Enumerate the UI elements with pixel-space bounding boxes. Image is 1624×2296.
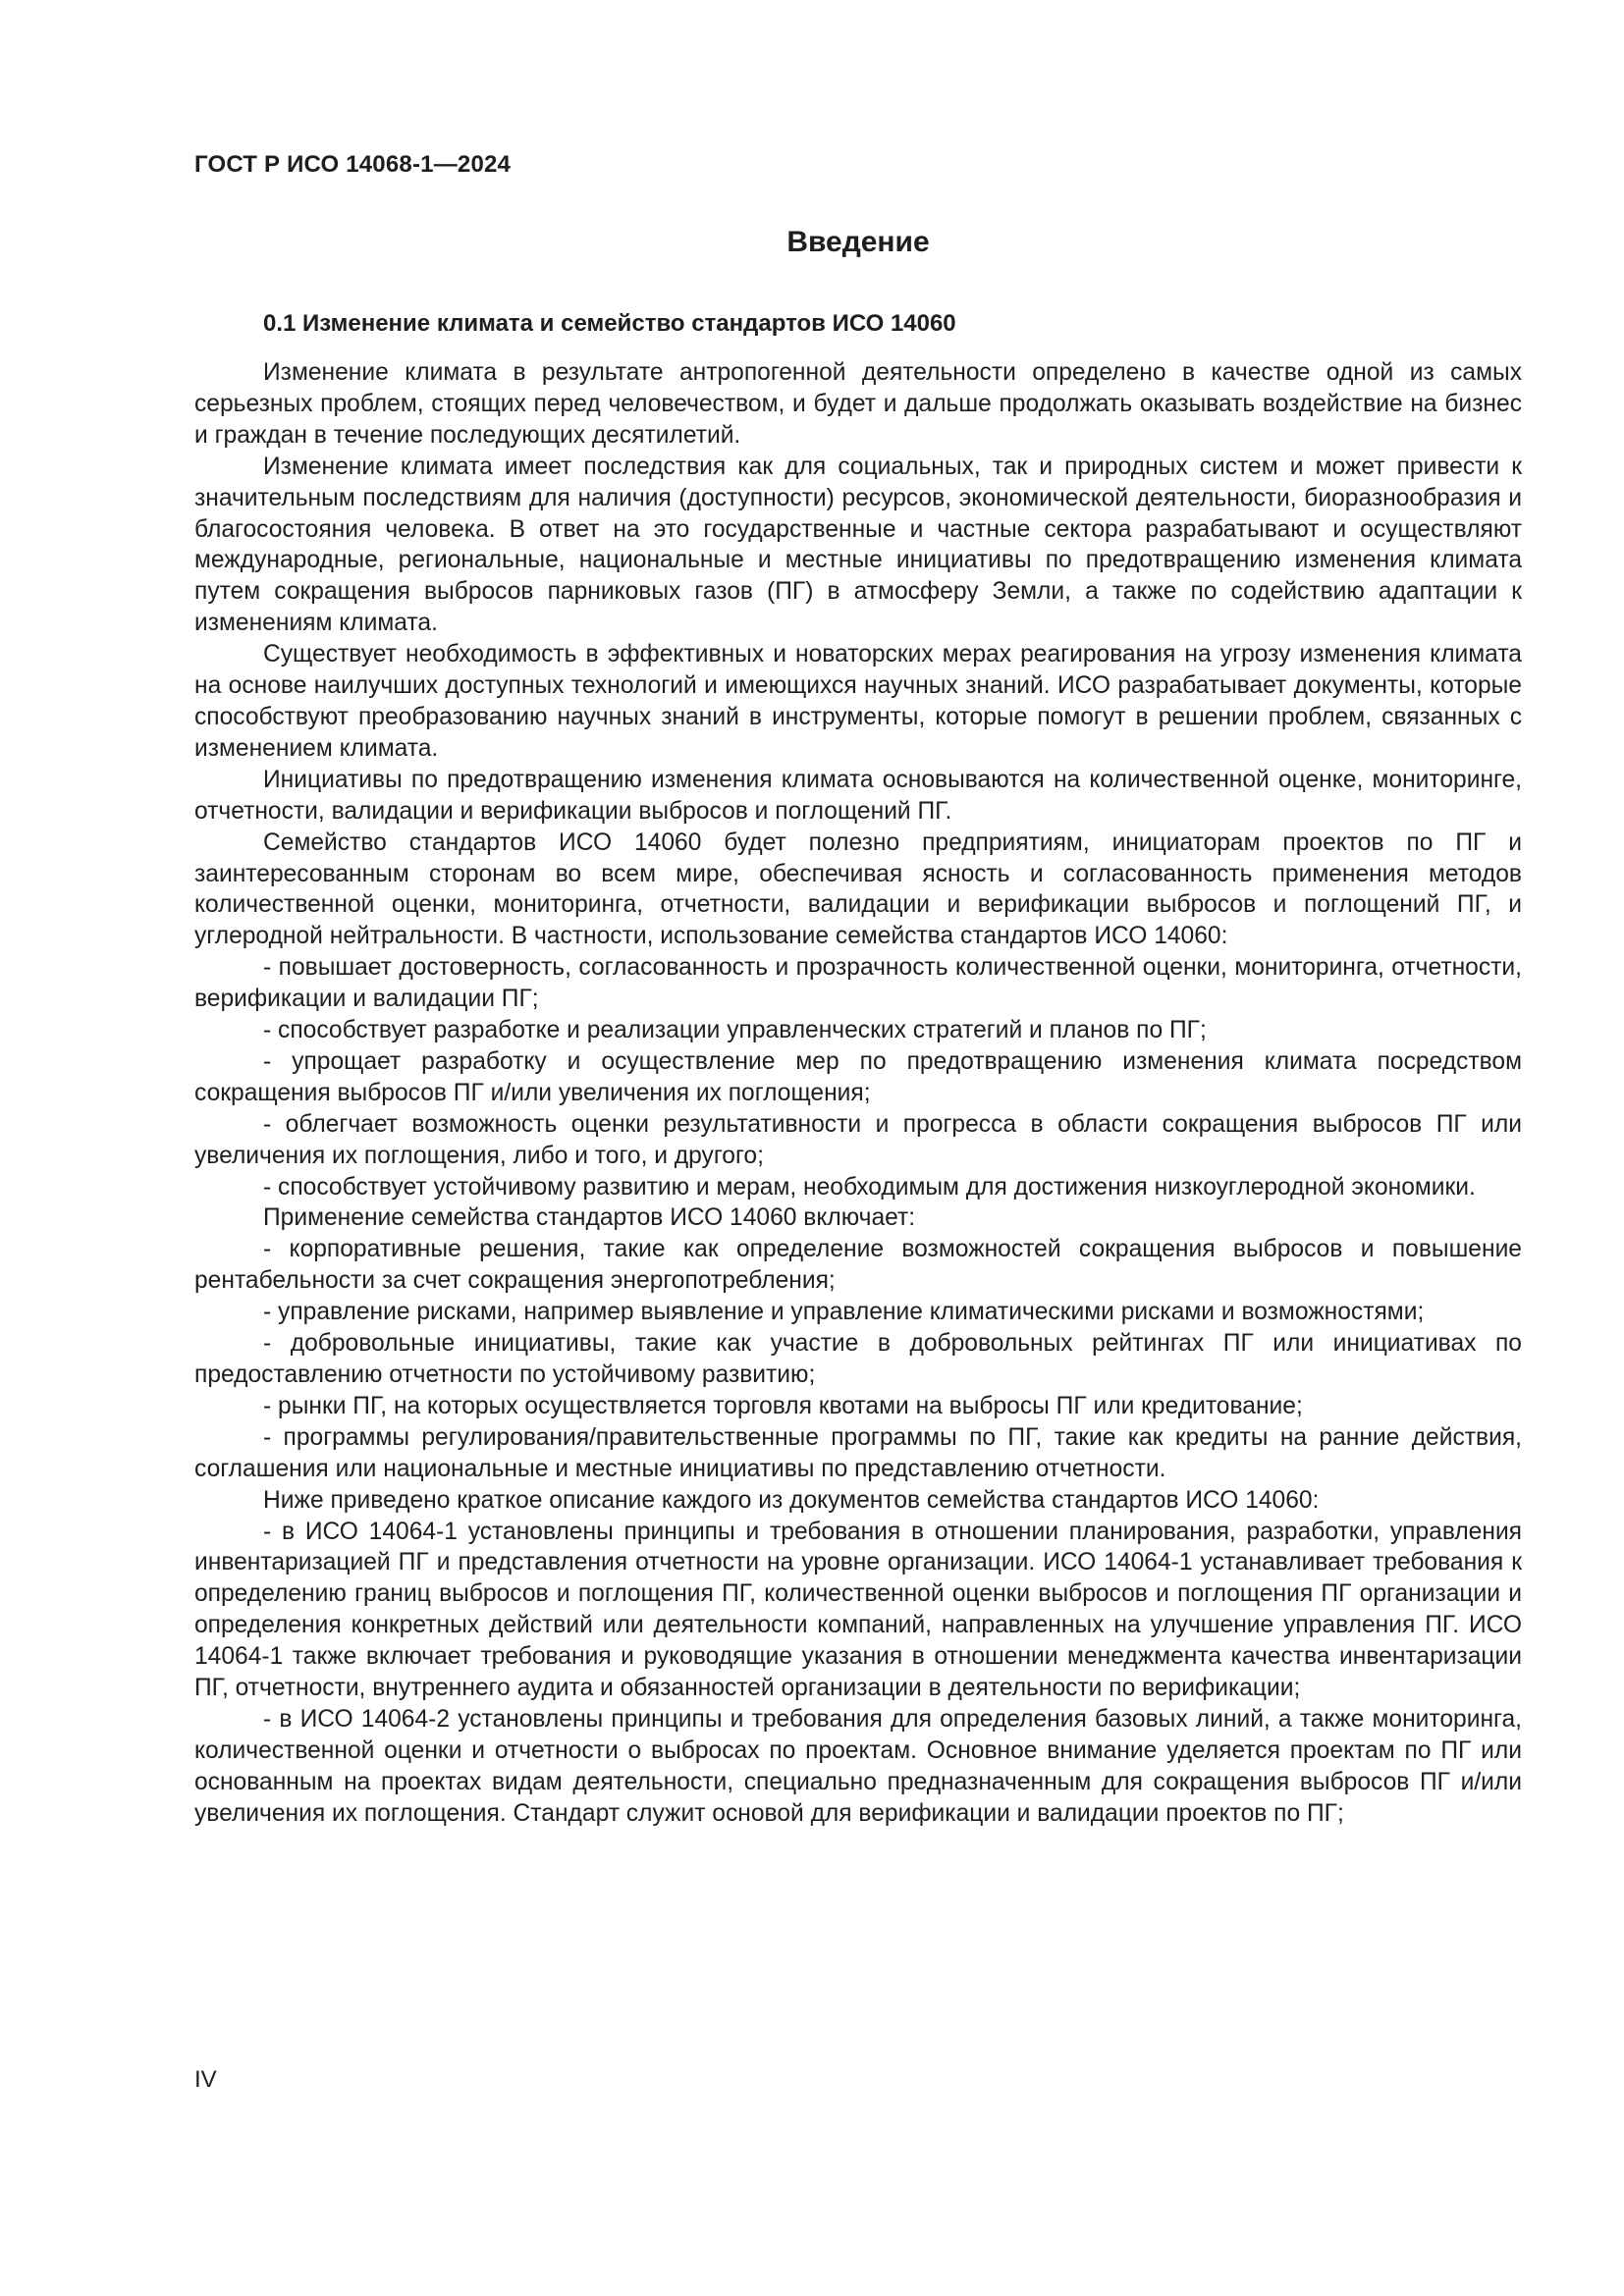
paragraph: Семейство стандартов ИСО 14060 будет полезно предприятиям, инициаторам проектов по ПГ и заинтересованным сторонам во всем мире, обеспечивая ясность и согласованность применения методов количественной оценки, мониторинга, отчетности, валидации и верификации выбросов и поглощений ПГ, и углеродной нейтральности. В частности, использование семейства стандартов ИСО 14060: xyxy=(194,828,1522,950)
list-item: - упрощает разработку и осуществление мер по предотвращению изменения климата посредством сокращения выбросов ПГ и/или увеличения их поглощения; xyxy=(194,1047,1522,1106)
paragraph: Применение семейства стандартов ИСО 14060 включает: xyxy=(263,1204,916,1232)
list-item: - способствует разработке и реализации управленческих стратегий и планов по ПГ; xyxy=(263,1017,1207,1044)
section-heading: 0.1 Изменение климата и семейство стандартов ИСО 14060 xyxy=(263,310,956,337)
page-number: IV xyxy=(194,2066,217,2093)
list-item: - рынки ПГ, на которых осуществляется торговля квотами на выбросы ПГ или кредитование; xyxy=(263,1392,1303,1419)
list-item: - программы регулирования/правительственные программы по ПГ, такие как кредиты на ранние действия, соглашения или национальные и местные инициативы по представлению отчетности. xyxy=(194,1423,1522,1482)
document-code: ГОСТ Р ИСО 14068-1—2024 xyxy=(194,151,512,178)
paragraph: Инициативы по предотвращению изменения климата основываются на количественной оценке, мониторинге, отчетности, валидации и верификации выбросов и поглощений ПГ. xyxy=(194,766,1522,825)
list-item: - управление рисками, например выявление и управление климатическими рисками и возможностями; xyxy=(263,1299,1425,1326)
list-item: - добровольные инициативы, такие как участие в добровольных рейтингах ПГ или инициативах по предоставлению отчетности по устойчивому развитию; xyxy=(194,1330,1522,1388)
introduction-title: Введение xyxy=(786,226,930,258)
list-item: - корпоративные решения, такие как определение возможностей сокращения выбросов и повышение рентабельности за счет сокращения энергопотребления; xyxy=(194,1236,1522,1295)
list-item: - способствует устойчивому развитию и мерам, необходимым для достижения низкоуглеродной экономики. xyxy=(263,1173,1476,1201)
body-text xyxy=(194,357,1522,1830)
list-item: - повышает достоверность, согласованность и прозрачность количественной оценки, мониторинга, отчетности, верификации и валидации ПГ; xyxy=(194,954,1522,1013)
list-item: - в ИСО 14064-1 установлены принципы и требования в отношении планирования, разработки, управления инвентаризацией ПГ и представления отчетности на уровне организации. ИСО 14064-1 устанавливает требования к определению границ выбросов и поглощения ПГ, количественной оценки выбросов и поглощения ПГ организации и определения конкретных действий или деятельности компаний, направленных на улучшение управления ПГ. ИСО 14064-1 также включает требования и руководящие указания в отношении менеджмента качества инвентаризации ПГ, отчетности, внутреннего аудита и обязанностей организации в деятельности по верификации; xyxy=(194,1518,1522,1702)
paragraph: Существует необходимость в эффективных и новаторских мерах реагирования на угрозу изменения климата на основе наилучших доступных технологий и имеющихся научных знаний. ИСО разрабатывает документы, которые способствуют преобразованию научных знаний в инструменты, которые помогут в решении проблем, связанных с изменением климата. xyxy=(194,641,1522,762)
list-item: - в ИСО 14064-2 установлены принципы и требования для определения базовых линий, а также мониторинга, количественной оценки и отчетности о выбросах по проектам. Основное внимание уделяется проектам по ПГ или основанным на проектах видам деятельности, специально предназначенным для сокращения выбросов ПГ и/или увеличения их поглощения. Стандарт служит основой для верификации и валидации проектов по ПГ; xyxy=(194,1705,1522,1827)
paragraph: Ниже приведено краткое описание каждого из документов семейства стандартов ИСО 14060: xyxy=(263,1486,1320,1514)
list-item: - облегчает возможность оценки результативности и прогресса в области сокращения выбросов ПГ или увеличения их поглощения, либо и того, и другого; xyxy=(194,1110,1522,1169)
paragraph: Изменение климата имеет последствия как для социальных, так и природных систем и может привести к значительным последствиям для наличия (доступности) ресурсов, экономической деятельности, биоразнообразия и благосостояния человека. В ответ на это государственные и частные сектора разрабатывают и осуществляют международные, региональные, национальные и местные инициативы по предотвращению изменения климата путем сокращения выбросов парниковых газов (ПГ) в атмосферу Земли, а также по содействию адаптации к изменениям климата. xyxy=(194,453,1522,637)
paragraph: Изменение климата в результате антропогенной деятельности определено в качестве одной из самых серьезных проблем, стоящих перед человечеством, и будет и дальше продолжать оказывать воздействие на бизнес и граждан в течение последующих десятилетий. xyxy=(194,359,1522,449)
